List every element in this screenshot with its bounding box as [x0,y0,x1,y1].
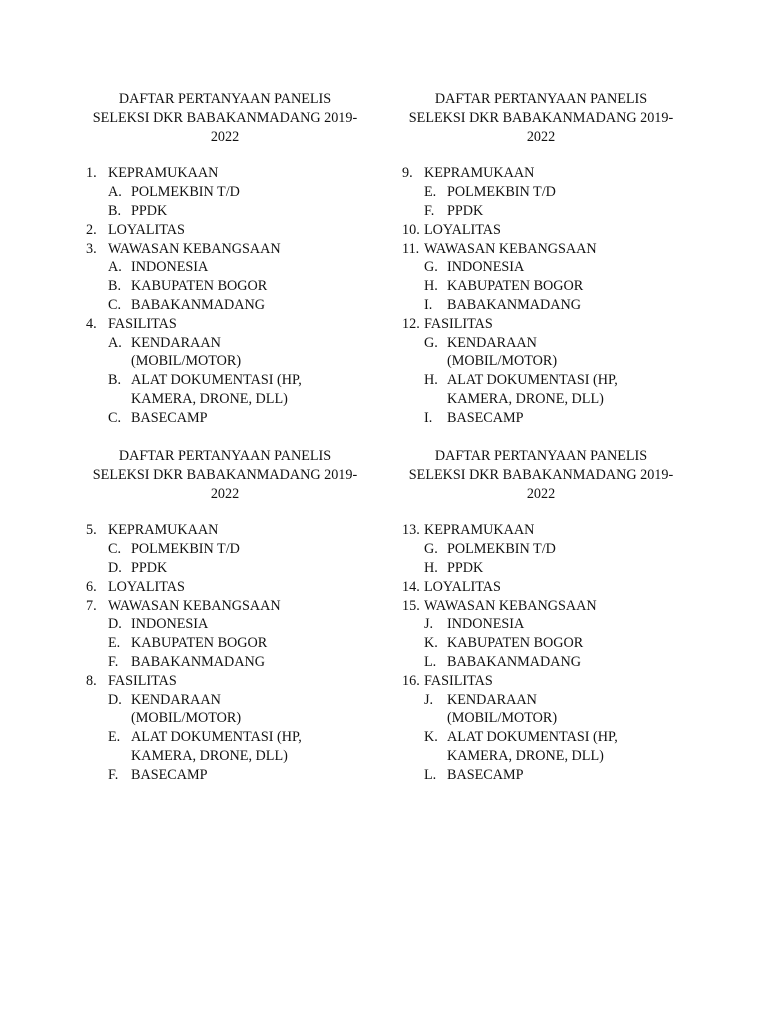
sub-item [396,409,647,428]
question-label: WAWASAN KEBANGSAAN [424,240,597,257]
sub-text: INDONESIA [131,259,209,276]
sub-list [396,334,686,428]
sub-letter: F. [424,202,435,219]
sub-text: BABAKANMADANG [447,653,581,670]
sub-item [80,691,331,729]
sub-letter: L. [424,766,437,783]
question-row [80,221,370,240]
sub-letter: F. [108,766,119,783]
question-row [396,521,686,540]
sub-item [396,634,647,653]
sub-item [80,615,331,634]
sub-letter: B. [108,372,122,389]
sub-list [396,258,686,314]
question-label: LOYALITAS [108,578,185,595]
question-item [396,221,686,240]
sub-text: BASECAMP [447,409,524,426]
sub-text: KABUPATEN BOGOR [447,278,584,295]
question-number: 15. [402,597,420,614]
question-row [396,164,686,183]
sub-text: BASECAMP [447,766,524,783]
question-label: KEPRAMUKAAN [424,522,535,539]
question-item [396,164,686,220]
sub-text: KENDARAAN (MOBIL/MOTOR) [447,334,558,370]
heading-line: 2022 [210,128,240,145]
question-item [396,672,686,785]
question-number: 2. [86,221,97,238]
sub-letter: A. [108,184,122,201]
sub-text: PPDK [447,202,484,219]
question-label: WAWASAN KEBANGSAAN [108,240,281,257]
question-item [396,597,686,672]
sub-letter: J. [424,616,434,633]
question-row [80,597,370,616]
heading-line: 2022 [210,485,240,502]
sub-letter: F. [108,653,119,670]
sub-item [80,202,331,221]
sub-list [396,691,686,785]
sub-list [80,691,370,785]
sub-item [80,766,331,785]
sub-item [396,277,647,296]
question-label: KEPRAMUKAAN [108,165,219,182]
sub-list [80,183,370,221]
question-row [80,164,370,183]
sub-text: KABUPATEN BOGOR [131,278,268,295]
question-block [80,90,370,428]
heading-line: SELEKSI DKR BABAKANMADANG 2019- [92,466,358,483]
sub-text: KENDARAAN (MOBIL/MOTOR) [131,334,242,370]
sub-letter: D. [108,559,122,576]
question-label: FASILITAS [108,672,177,689]
block-heading [396,90,686,146]
sub-letter: C. [108,409,122,426]
block-heading [396,447,686,503]
question-label: LOYALITAS [424,221,501,238]
question-row [396,578,686,597]
sub-text: KENDARAAN (MOBIL/MOTOR) [131,691,242,727]
sub-letter: E. [424,184,437,201]
question-number: 10. [402,221,420,238]
sub-letter: A. [108,334,122,351]
question-label: FASILITAS [108,315,177,332]
sub-item [80,634,331,653]
sub-text: BASECAMP [131,766,208,783]
question-number: 6. [86,578,97,595]
sub-text: KENDARAAN (MOBIL/MOTOR) [447,691,558,727]
sub-letter: E. [108,635,121,652]
sub-item [80,540,331,559]
question-item [80,315,370,428]
sub-text: PPDK [131,559,168,576]
sub-item [396,296,647,315]
sub-item [80,409,331,428]
question-number: 14. [402,578,420,595]
sub-text: BABAKANMADANG [447,296,581,313]
sub-item [396,653,647,672]
sub-item [80,277,331,296]
sub-item [80,653,331,672]
sub-letter: B. [108,202,122,219]
sub-text: INDONESIA [447,616,525,633]
sub-letter: G. [424,334,438,351]
sub-item [396,540,647,559]
sub-item [80,371,331,409]
sub-letter: G. [424,259,438,276]
sub-text: ALAT DOKUMENTASI (HP, KAMERA, DRONE, DLL) [447,729,618,764]
sub-text: INDONESIA [131,616,209,633]
heading-line: DAFTAR PERTANYAAN PANELIS [434,91,648,107]
question-label: WAWASAN KEBANGSAAN [424,597,597,614]
question-number: 11. [402,240,420,257]
sub-letter: J. [424,691,434,708]
sub-item [396,183,647,202]
sub-letter: D. [108,616,122,633]
heading-line: SELEKSI DKR BABAKANMADANG 2019- [408,466,674,483]
sub-list [396,183,686,221]
sub-text: POLMEKBIN T/D [447,184,556,201]
question-row [396,240,686,259]
question-number: 12. [402,315,420,332]
sub-item [396,334,647,372]
question-row [80,578,370,597]
question-item [396,240,686,315]
sub-list [396,615,686,671]
sub-letter: K. [424,635,438,652]
question-item [80,578,370,597]
sub-item [80,334,331,372]
question-row [396,315,686,334]
sub-letter: I. [424,409,433,426]
question-number: 13. [402,522,420,539]
question-row [80,240,370,259]
sub-item [396,766,647,785]
sub-text: INDONESIA [447,259,525,276]
question-item [396,521,686,577]
sub-text: POLMEKBIN T/D [131,184,240,201]
sub-letter: B. [108,278,122,295]
sub-text: KABUPATEN BOGOR [447,635,584,652]
sub-item [80,183,331,202]
sub-item [80,296,331,315]
sub-text: KABUPATEN BOGOR [131,635,268,652]
question-item [80,672,370,785]
sub-letter: D. [108,691,122,708]
question-item [80,240,370,315]
sub-text: ALAT DOKUMENTASI (HP, KAMERA, DRONE, DLL) [131,372,302,407]
sub-list [80,540,370,578]
question-number: 5. [86,522,97,539]
heading-line: SELEKSI DKR BABAKANMADANG 2019- [92,109,358,126]
question-label: WAWASAN KEBANGSAAN [108,597,281,614]
sub-item [396,691,647,729]
sub-list [80,258,370,314]
sub-text: ALAT DOKUMENTASI (HP, KAMERA, DRONE, DLL) [447,372,618,407]
question-block [396,447,686,785]
question-row [396,597,686,616]
sub-item [80,559,331,578]
question-label: FASILITAS [424,672,493,689]
question-block [80,447,370,785]
sub-item [396,371,647,409]
sub-text: PPDK [447,559,484,576]
question-list [396,164,686,427]
sub-letter: C. [108,296,122,313]
question-item [80,164,370,220]
question-number: 1. [86,165,97,182]
question-row [80,521,370,540]
sub-letter: G. [424,541,438,558]
heading-line: DAFTAR PERTANYAAN PANELIS [118,448,332,464]
question-list [80,521,370,784]
sub-text: POLMEKBIN T/D [131,541,240,558]
question-label: LOYALITAS [424,578,501,595]
sub-letter: K. [424,729,438,746]
block-heading [80,447,370,503]
sub-list [80,615,370,671]
sub-list [80,334,370,428]
sub-letter: H. [424,372,438,389]
sub-text: ALAT DOKUMENTASI (HP, KAMERA, DRONE, DLL) [131,729,302,764]
sub-item [80,728,331,766]
heading-line: 2022 [526,128,556,145]
question-row [396,672,686,691]
sub-item [396,615,647,634]
sub-text: BABAKANMADANG [131,653,265,670]
heading-line: DAFTAR PERTANYAAN PANELIS [434,448,648,464]
question-number: 3. [86,240,97,257]
question-number: 4. [86,315,97,332]
sub-list [396,540,686,578]
sub-letter: L. [424,653,437,670]
question-row [80,672,370,691]
sub-letter: E. [108,729,121,746]
sub-item [396,258,647,277]
question-row [396,221,686,240]
sub-text: BABAKANMADANG [131,296,265,313]
question-label: KEPRAMUKAAN [424,165,535,182]
question-item [396,315,686,428]
question-number: 8. [86,672,97,689]
sub-letter: A. [108,259,122,276]
question-item [80,521,370,577]
sub-text: POLMEKBIN T/D [447,541,556,558]
sub-item [396,559,647,578]
question-number: 16. [402,672,420,689]
sub-text: PPDK [131,202,168,219]
sub-item [80,258,331,277]
sub-item [396,202,647,221]
block-heading [80,90,370,146]
question-item [80,597,370,672]
heading-line: SELEKSI DKR BABAKANMADANG 2019- [408,109,674,126]
question-number: 9. [402,165,413,182]
question-list [80,164,370,427]
question-row [80,315,370,334]
heading-line: 2022 [526,485,556,502]
heading-line: DAFTAR PERTANYAAN PANELIS [118,91,332,107]
sub-letter: H. [424,278,438,295]
sub-letter: I. [424,296,433,313]
sub-item [396,728,647,766]
question-item [80,221,370,240]
question-item [396,578,686,597]
question-label: FASILITAS [424,315,493,332]
question-block [396,90,686,428]
question-label: LOYALITAS [108,221,185,238]
question-list [396,521,686,784]
question-label: KEPRAMUKAAN [108,522,219,539]
sub-letter: C. [108,541,122,558]
sub-text: BASECAMP [131,409,208,426]
question-number: 7. [86,597,97,614]
sub-letter: H. [424,559,438,576]
